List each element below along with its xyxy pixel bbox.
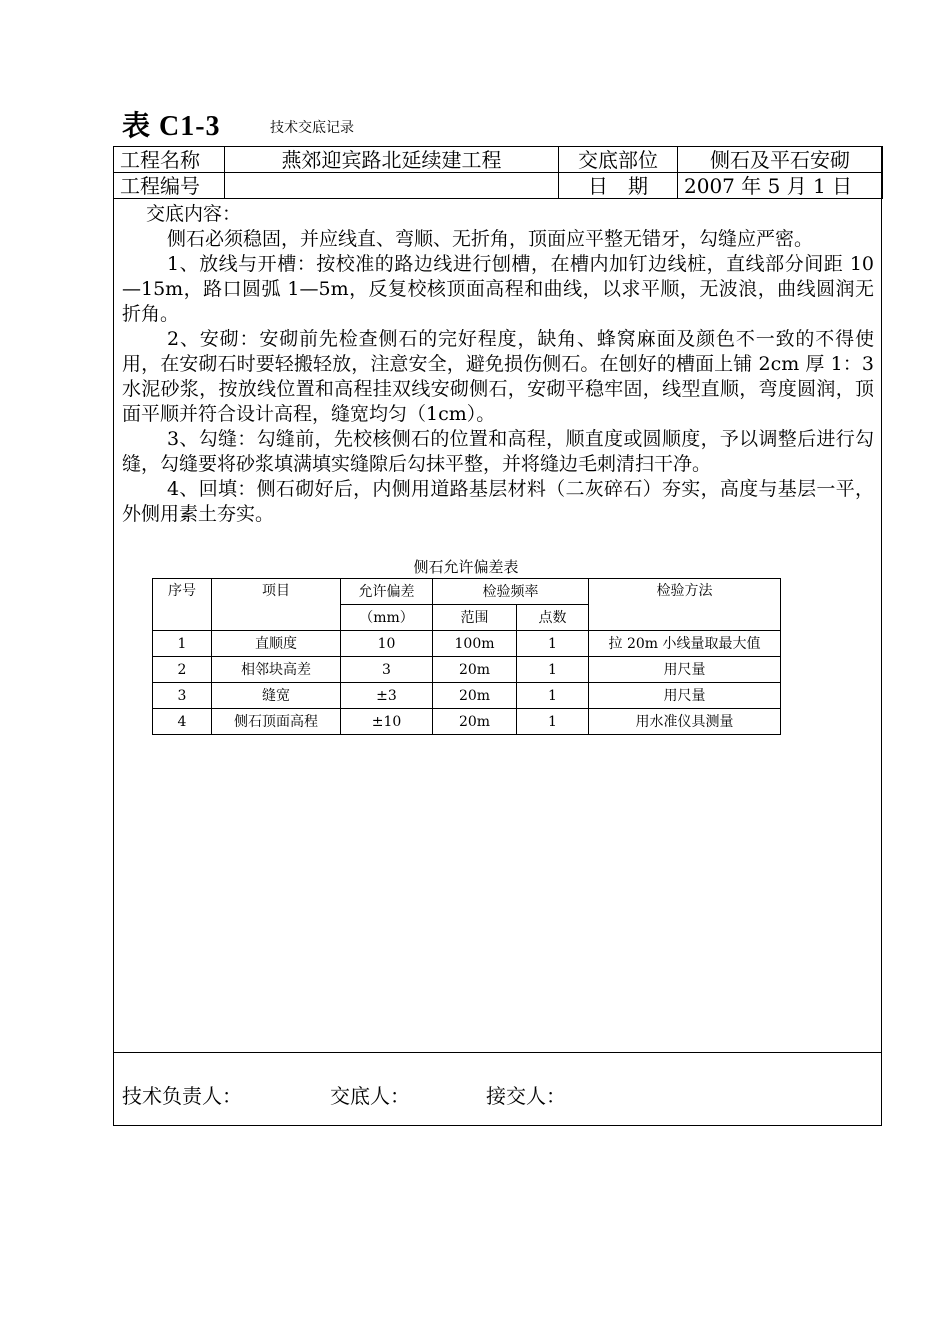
header-row-1 [114, 147, 883, 173]
cell-tolerance: ±10 [341, 709, 433, 735]
table-row [153, 657, 781, 683]
cell-item: 直顺度 [212, 631, 341, 657]
cell-method: 用尺量 [589, 657, 781, 683]
col-method: 检验方法 [589, 579, 781, 631]
project-no-label: 工程编号 [114, 173, 225, 199]
form-code: 表 C1-3 [122, 111, 221, 142]
col-no: 序号 [153, 579, 212, 631]
location-label: 交底部位 [559, 147, 678, 173]
content-heading: 交底内容： [146, 203, 242, 225]
col-unit: （mm） [341, 605, 433, 631]
cell-range: 100m [433, 631, 517, 657]
table-header-row [153, 579, 781, 605]
cell-points: 1 [517, 709, 589, 735]
cell-tolerance: 3 [341, 657, 433, 683]
header-table [113, 146, 883, 199]
discloser-signature-label: 交底人： [330, 1084, 410, 1108]
cell-no: 1 [153, 631, 212, 657]
receiver-signature-label: 接交人： [486, 1084, 566, 1108]
cell-item: 缝宽 [212, 683, 341, 709]
location-value: 侧石及平石安砌 [678, 147, 883, 173]
cell-no: 4 [153, 709, 212, 735]
col-item: 项目 [212, 579, 341, 631]
cell-range: 20m [433, 657, 517, 683]
col-frequency: 检验频率 [433, 579, 589, 605]
content-paragraph: 侧石必须稳固，并应线直、弯顺、无折角，顶面应平整无错牙，勾缝应严密。 [167, 228, 814, 250]
signature-divider [113, 1052, 882, 1053]
date-label: 日 期 [559, 173, 678, 199]
col-points: 点数 [517, 605, 589, 631]
cell-points: 1 [517, 657, 589, 683]
table-row [153, 631, 781, 657]
header-row-2 [114, 173, 883, 199]
cell-tolerance: 10 [341, 631, 433, 657]
date-value: 2007 年 5 月 1 日 [678, 173, 883, 199]
table-row [153, 683, 781, 709]
tolerance-table [152, 578, 781, 735]
col-range: 范围 [433, 605, 517, 631]
content-paragraph: 4、回填：侧石砌好后，内侧用道路基层材料（二灰碎石）夯实，高度与基层一平，外侧用素土夯实。 [122, 478, 874, 525]
cell-method: 用水准仪具测量 [589, 709, 781, 735]
table-row [153, 709, 781, 735]
content-paragraph: 3、勾缝：勾缝前，先校核侧石的位置和高程，顺直度或圆顺度，予以调整后进行勾缝，勾缝要将砂浆填满填实缝隙后勾抹平整，并将缝边毛刺清扫干净。 [122, 428, 874, 475]
cell-no: 2 [153, 657, 212, 683]
project-name-label: 工程名称 [114, 147, 225, 173]
project-name-value: 燕郊迎宾路北延续建工程 [225, 147, 559, 173]
tolerance-table-title: 侧石允许偏差表 [413, 558, 519, 576]
form-title: 技术交底记录 [270, 120, 354, 136]
tech-lead-signature-label: 技术负责人： [122, 1084, 242, 1108]
content-paragraph: 2、安砌：安砌前先检查侧石的完好程度，缺角、蜂窝麻面及颜色不一致的不得使用，在安砌石时要轻搬轻放，注意安全，避免损伤侧石。在刨好的槽面上铺 2cm 厚 1：3 水泥砂浆，按放线位置和高程挂双线安砌侧石，安砌平稳牢固，线型直顺，弯度圆润，顶面平顺并符合设计高程，缝宽均匀（1cm）。 [122, 328, 874, 425]
cell-no: 3 [153, 683, 212, 709]
cell-range: 20m [433, 709, 517, 735]
cell-points: 1 [517, 683, 589, 709]
cell-points: 1 [517, 631, 589, 657]
cell-tolerance: ±3 [341, 683, 433, 709]
cell-range: 20m [433, 683, 517, 709]
cell-method: 拉 20m 小线量取最大值 [589, 631, 781, 657]
cell-method: 用尺量 [589, 683, 781, 709]
disclosure-content [122, 202, 874, 527]
content-paragraph: 1、放线与开槽：按校准的路边线进行刨槽，在槽内加钉边线桩，直线部分间距 10—15m，路口圆弧 1—5m，反复校核顶面高程和曲线，以求平顺，无波浪，曲线圆润无折角。 [122, 253, 874, 325]
cell-item: 相邻块高差 [212, 657, 341, 683]
project-no-value [225, 173, 559, 199]
cell-item: 侧石顶面高程 [212, 709, 341, 735]
col-tolerance: 允许偏差 [341, 579, 433, 605]
